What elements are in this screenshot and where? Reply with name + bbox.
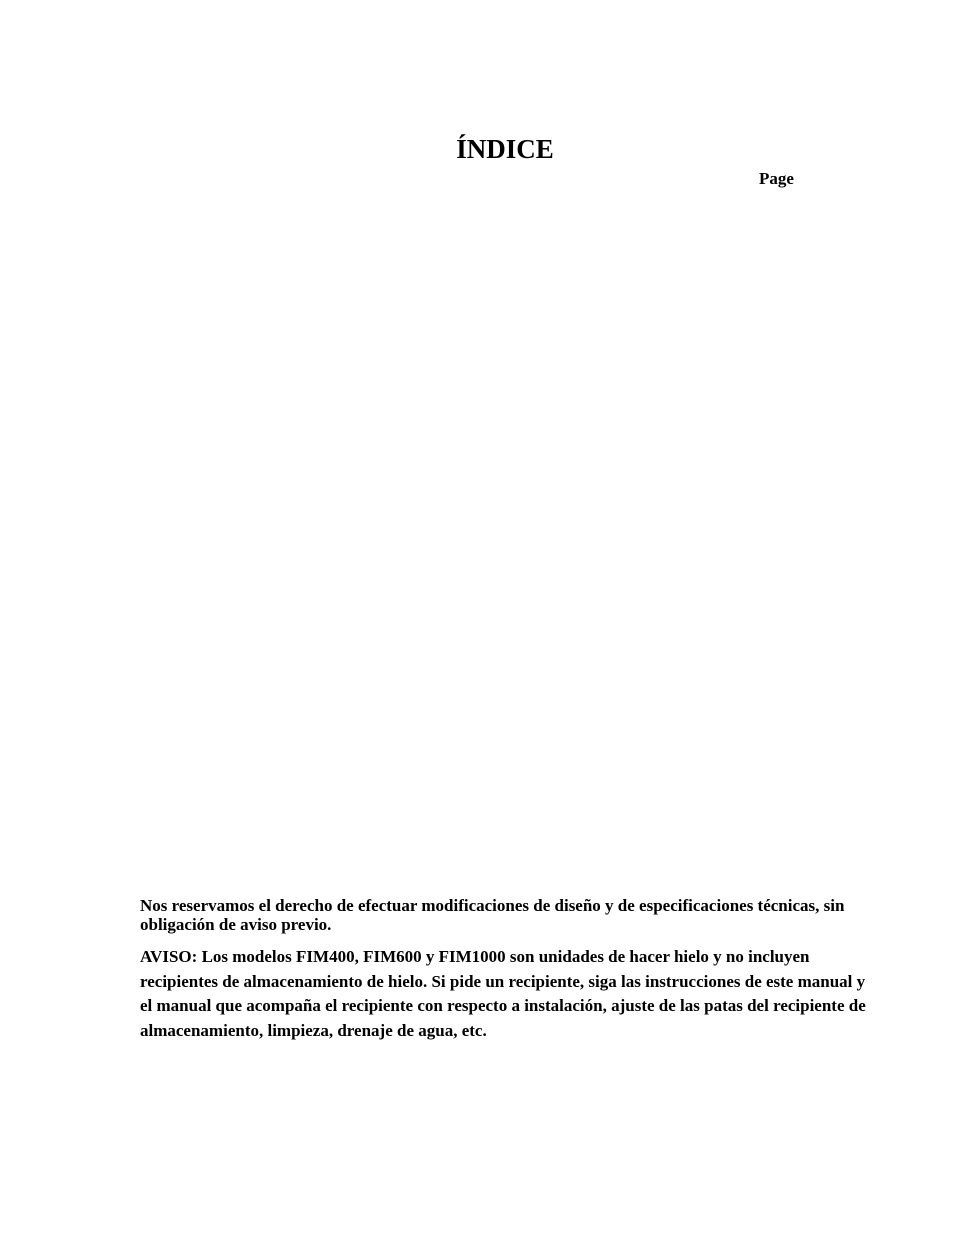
table-of-contents-body: [140, 200, 840, 880]
page-column-label: Page: [759, 169, 794, 188]
notice-block: [140, 896, 880, 1043]
page-title: ÍNDICE: [456, 134, 554, 164]
aviso-notice: AVISO: Los modelos FIM400, FIM600 y FIM1000 son unidades de hacer hielo y no incluyen recipientes de almacenamiento de hielo. Si pide un recipiente, siga las instrucciones de este manual y el manual que acompaña el recipiente con respecto a instalación, ajuste de las patas del recipiente de almacenamiento, limpieza, drenaje de agua, etc.: [140, 947, 866, 1040]
reserve-rights-notice: Nos reservamos el derecho de efectuar modificaciones de diseño y de especificaciones técnicas, sin obligación de aviso previo.: [140, 896, 845, 934]
